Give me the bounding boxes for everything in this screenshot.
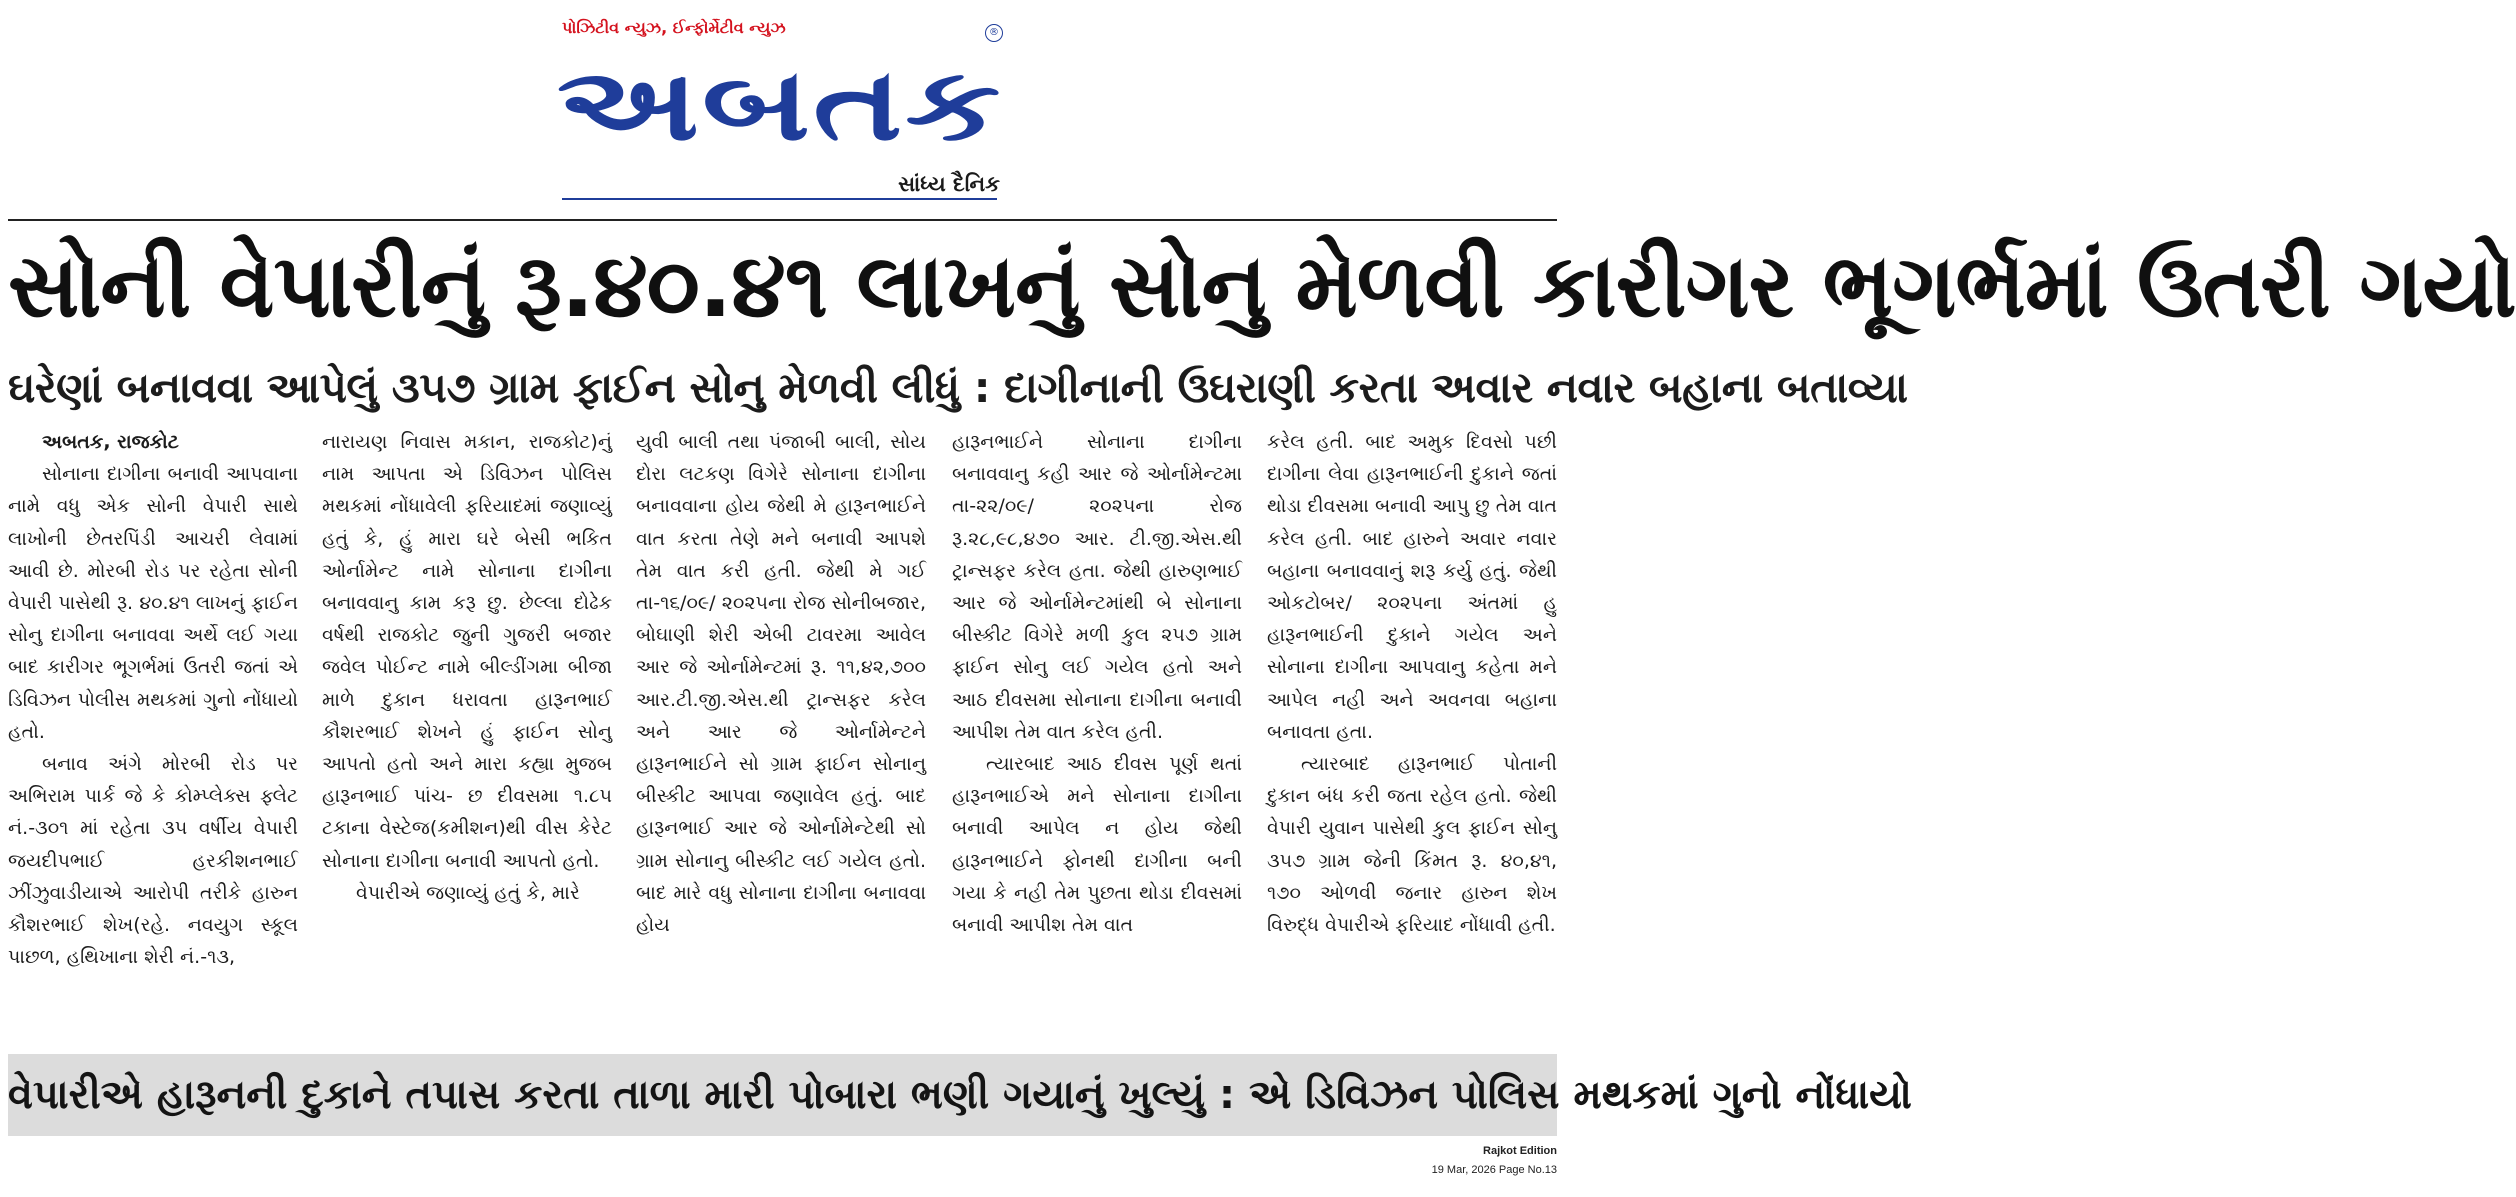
edition-label: Rajkot Edition [1483,1145,1557,1157]
paragraph: નારાયણ નિવાસ મકાન, રાજકોટ)નું નામ આપતા એ ડિવિઝન પોલિસ મથકમાં નોંધાવેલી ફરિયાદમાં જણાવ્યું હતું કે, હું મારા ઘરે બેસી ભકિત ઓર્નામેન્ટ નામે સોનાના દાગીના બનાવવાનુ કામ કરૂ છુ. છેલ્લા દોઢેક વર્ષથી રાજકોટ જુની ગુજરી બજાર જવેલ પોઈન્ટ નામે બીલ્ડીંગમા બીજા માળે દુકાન ધરાવતા હારૂનભાઈ કૌશરભાઈ શેખને હું ફાઈન સોનુ આપતો હતો અને મારા કહ્યા મુજબ હારૂનભાઈ પાંચ- છ દીવસમા ૧.૮૫ ટકાના વેસ્ટેજ(કમીશન)થી વીસ કેરેટ સોનાના દાગીના બનાવી આપતો હતો. [322,431,612,872]
banner-text: વેપારીએ હારૂનની દુકાને તપાસ કરતા તાળા મારી પોબારા ભણી ગયાનું ખુલ્યું : એ ડિવિઝન પોલિસ મથકમાં ગુનો નોંધાયો [8,1072,1912,1118]
article-column-1 [8,426,298,1048]
registered-mark-icon: ® [985,24,1003,42]
masthead-tagline: પોઝિટીવ ન્યુઝ, ઈન્ફોર્મેટીવ ન્યુઝ [562,18,786,37]
paragraph: ત્યારબાદ આઠ દીવસ પૂર્ણ થતાં હારૂનભાઈએ મને સોનાના દાગીના બનાવી આપેલ ન હોય જેથી હારૂનભાઈને ફોનથી દાગીના બની ગયા કે નહી તેમ પુછતા થોડા દીવસમાં બનાવી આપીશ તેમ વાત [952,753,1242,937]
article-dateline: અબતક, રાજકોટ [42,431,179,453]
edition-rule [562,198,997,200]
paragraph: વેપારીએ જણાવ્યું હતું કે, મારે [356,881,580,904]
paragraph: ત્યારબાદ હારૂનભાઈ પોતાની દુકાન બંધ કરી જતા રહેલ હતો. જેથી વેપારી યુવાન પાસેથી કુલ ફાઈન સોનુ ૩૫૭ ગ્રામ જેની કિંમત રૂ. ૪૦,૪૧, ૧૭૦ ઓળવી જનાર હારુન શેખ વિરુદ્ધ વેપારીએ ફરિયાદ નોંધાવી હતી. [1267,753,1557,937]
paragraph: બનાવ અંગે મોરબી રોડ પર અભિરામ પાર્ક જે કે કોમ્પ્લેક્સ ફ્લેટ નં.-૩૦૧ માં રહેતા ૩૫ વર્ષીય વેપારી જયદીપભાઈ હરકીશનભાઈ ઝીંઝુવાડીયાએ આરોપી તરીકે હારુન કૌશરભાઈ શેખ(રહે. નવયુગ સ્કૂલ પાછળ, હથિખાના શેરી નં.-૧૩, [8,753,298,969]
header-divider [8,219,1557,221]
article-column-5 [1267,426,1557,1048]
logo-text: અબતક [556,46,1004,163]
date-page-label: 19 Mar, 2026 Page No.13 [1431,1164,1557,1176]
article-body [8,426,1557,1048]
paragraph: કરેલ હતી. બાદ અમુક દિવસો પછી દાગીના લેવા હારૂનભાઈની દુકાને જતાં થોડા દીવસમા બનાવી આપુ છુ તેમ વાત કરેલ હતી. બાદ હારુને અવાર નવાર બહાના બનાવવાનું શરૂ કર્યુ હતું. જેથી ઓકટોબર/ ૨૦૨૫ના અંતમાં હુ હારૂનભાઈની દુકાને ગયેલ અને સોનાના દાગીના આપવાનુ કહેતા મને આપેલ નહી અને અવનવા બહાના બનાવતા હતા. [1267,431,1557,743]
article-column-2 [322,426,612,1048]
paragraph: હારૂનભાઈને સોનાના દાગીના બનાવવાનુ કહી આર જે ઓર્નામેન્ટમા તા-૨૨/૦૯/ ૨૦૨૫ના રોજ રૂ.૨૮,૯૮,૪૭૦ આર. ટી.જી.એસ.થી ટ્રાન્સફર કરેલ હતા. જેથી હારુણભાઈ આર જે ઓર્નામેન્ટમાંથી બે સોનાના બીસ્કીટ વિગેરે મળી કુલ ૨૫૭ ગ્રામ ફાઈન સોનુ લઈ ગયેલ હતો અને આઠ દીવસમા સોનાના દાગીના બનાવી આપીશ તેમ વાત કરેલ હતી. [952,431,1242,743]
paragraph: સોનાના દાગીના બનાવી આપવાના નામે વધુ એક સોની વેપારી સાથે લાખોની છેતરપિંડી આચરી લેવામાં આવી છે. મોરબી રોડ પર રહેતા સોની વેપારી પાસેથી રૂ. ૪૦.૪૧ લાખનું ફાઈન સોનુ દાગીના બનાવવા અર્થે લઈ ગયા બાદ કારીગર ભૂગર્ભમાં ઉતરી જતાં એ ડિવિઝન પોલીસ મથકમાં ગુનો નોંધાયો હતો. [8,463,298,743]
paragraph: યુવી બાલી તથા પંજાબી બાલી, સોય દોરા લટકણ વિગેરે સોનાના દાગીના બનાવવાના હોય જેથી મે હારૂનભાઈને વાત કરતા તેણે મને બનાવી આપશે તેમ વાત કરી હતી. જેથી મે ગઈ તા-૧૬/૦૯/ ૨૦૨૫ના રોજ સોનીબજાર, બોઘાણી શેરી એબી ટાવરમા આવેલ આર જે ઓર્નામેન્ટમાં રૂ. ૧૧,૪૨,૭૦૦ આર.ટી.જી.એસ.થી ટ્રાન્સફર કરેલ અને આર જે ઓર્નામેન્ટને હારૂનભાઈને સો ગ્રામ ફાઈન સોનાનુ બીસ્કીટ આપવા જણાવેલ હતું. બાદ હારૂનભાઈ આર જે ઓર્નામેન્ટેથી સો ગ્રામ સોનાનુ બીસ્કીટ લઈ ગયેલ હતો. બાદ મારે વધુ સોનાના દાગીના બનાવવા હોય [636,431,926,937]
masthead [0,0,1582,220]
article-headline: સોની વેપારીનું રૂ.૪૦.૪૧ લાખનું સોનુ મેળવી કારીગર ભૂગર્ભમાં ઉતરી ગયો [8,234,2516,337]
article-column-4 [952,426,1242,1048]
article-subheadline: ઘરેણાં બનાવવા આપેલું ૩૫૭ ગ્રામ ફાઈન સોનુ મેળવી લીધું : દાગીનાની ઉઘરાણી કરતા અવાર નવાર બહાના બતાવ્યા [8,363,1908,412]
edition-type: સાંધ્ય દૈનિક [898,172,1000,196]
highlight-banner [8,1054,1912,1136]
article-column-3 [636,426,926,1048]
page-footer [1257,1142,1557,1180]
